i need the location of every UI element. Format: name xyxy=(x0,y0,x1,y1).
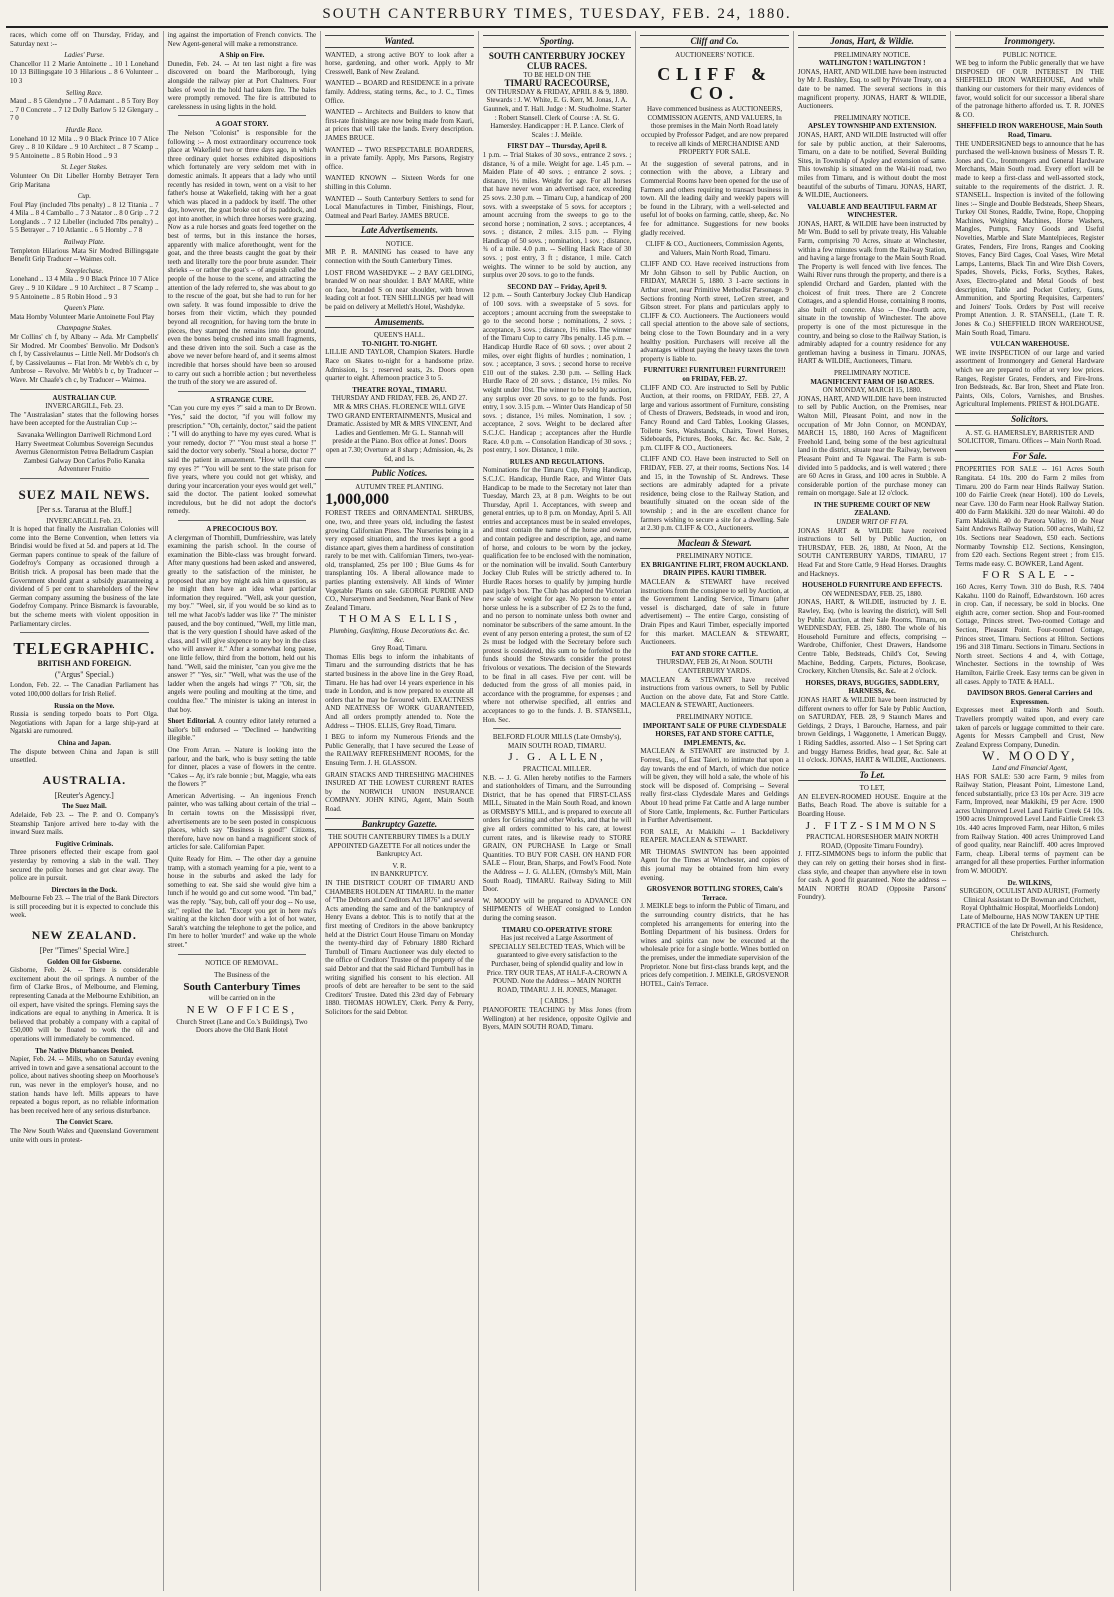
auction-notice: JONAS HART & WILDIE have been instructed by different owners to offer for Sale by Public Auction, on SATURDAY, FEB. 28, 9 Staunch Mares and Geldings, 2 Drays, 1 Barouche, Harness, and pair brown Geldings, 1 Waggonette, 1 American Buggy, 1 Riding Saddles, assorted. Also -- 1 Set Spring cart and buggy Harness Bridles, head gear, &c. Sale at 11 o'clock. JONAS, HART & WILDIE, Auctioneers. xyxy=(797,695,947,765)
article-body: Adelaide, Feb 23. -- The P. and O. Company's Steamship Tanjore arrived here to-day with the inward Suez mails. xyxy=(10,810,159,837)
divider xyxy=(493,728,622,729)
tolet-ad: AN ELEVEN-ROOMED HOUSE. Enquire at the Baths, Beach Road. The above is suitable for a Boarding House. xyxy=(797,792,947,819)
store-ad: J. MEIKLE begs to inform the Public of Timaru, and the surrounding country districts, that he has completed his arrangements for entering into the Bottling Department of his business. Orders for wines and spirits can now be executed at the wholesale price for a single bottle. Wines bottled on the premises, under the immediate supervision of the Proprietor. None but first-class brands kept, and the prices defy competition. J. MEIKLE, GROSVENOR HOTEL, Cain's Terrace. xyxy=(640,902,789,988)
notice-title: PRELIMINARY NOTICE. xyxy=(834,50,911,59)
section-header-wanted: Wanted. xyxy=(325,35,474,48)
news-heading: Directors in the Dock. xyxy=(51,885,118,894)
auction-notice: JONAS, HART, AND WILDIE have been instructed to sell by Public Auction, on the Premises, near Walton Mill, Pleasant Point, and now in the occupation of Mr John Connor, on MONDAY, MARCH 15, 1880, 160 Acres of Magnificent Freehold Land, being some of the best agricultural land in the district, situate near the Railway, between Pleasant Point and Te Ngawai. The Farm is sub-divided into 5 paddocks, and is well watered ; there are 60 Acres in Grass, and 100 acres in Stubble. A considerable portion of the purchase money can remain on mortgage. Sale at 12 o'clock. xyxy=(797,394,947,498)
auction-notice: MACLEAN & STEWART are instructed by J. Forrest, Esq., of East Taieri, to intimate that upon a day towards the end of March, of which due notice will be given, they will hold a sale, the whole of his stock will be disposed of. Comprising -- Several really first-class Clydesdale Mares and Geldings About 10 head prime Fat Cattle and A large number of Store Cattle, Implements, &c. Further Particulars in Further Advertisement. xyxy=(640,747,789,825)
notice-title: NOTICE OF REMOVAL. xyxy=(205,958,279,967)
article-title: A PRECOCIOUS BOY. xyxy=(206,525,278,534)
race-entries: Templeton Hilarious Mata Sir Modred Billingsgate Benefit Grip Traducer -- Waimes colt. xyxy=(10,246,159,264)
news-heading: Golden Oil for Gisborne. xyxy=(47,957,122,966)
advertiser-name: THOMAS ELLIS, xyxy=(339,613,460,626)
section-heading: Hurdle Race. xyxy=(65,125,103,134)
store-title: TIMARU CO-OPERATIVE STORE xyxy=(501,925,613,934)
mill-ad: N.B. -- J. G. Allen hereby notifies to the Farmers and stationholders of Timaru, and the Surrounding District, that he has opened that FIRST-CLASS MILL, Situated in the Main South Road, and known as ORMSBY'S MILL, and is prepared to execute all orders for Gristing and other Works, and that he will give all orders committed to his care, at lowest current rates, and is likewise ready to STORE GRAIN, ON PURCHASE In Large or Small Quantities. TO BUY FOR CASH. ON HAND FOR SALE -- Flour, Bran, Sharps, and Fowl's Food. Note the Address -- J. G. ALLEN, (Ormsby's Mill, Main South Road), TIMARU. Railway Siding to Mill Door. xyxy=(482,773,632,894)
article-body: American Advertising. -- An ingenious French painter, who was talking about certain of the trial -- In certain towns on the Mississippi river, advertisements are to be seen posted in conspicuous places, which say "Business is good!" Citizens, therefore, have now on hand a magnificent stock of articles for sale. Californian Paper. xyxy=(167,791,317,852)
agent-name: W. MOODY, xyxy=(982,748,1078,764)
mill-title: BELFORD FLOUR MILLS (Late Ormsby's), MAIN SOUTH ROAD, TIMARU. xyxy=(492,733,622,750)
article-title: A GOAT STORY. xyxy=(215,120,269,129)
notice-title: AUTUMN TREE PLANTING. xyxy=(355,482,444,491)
notice-title: PRELIMINARY NOTICE. xyxy=(834,368,911,377)
news-heading: The Convict Scare. xyxy=(55,1118,113,1127)
article-body: Quite Ready for Him. -- The other day a genuine tramp, with a stomach yearning for a pie, went to a house in the suburbs and asked the lady for something to eat. She said she would give him a lunch if he would go and cut some wood. "I'm bad," was the reply. "Say, bub, call off your dog -- No use, sir," replied the lad. "Except you get in here ma's waiting at the kitchen door with a lot of hot water, Sarah's watching the telephone to get the police, and I'm here to holler 'murder!' and wake up the whole street." xyxy=(167,855,317,949)
amusement-ad: MR & MRS CHAS. FLORENCE WILL GIVE TWO GRAND ENTERTAINMENTS, Musical and Dramatic. Assisted by MR & MRS VINCENT, And Ladies and Gentlemen. Mr G. L. Stannah will preside at the Piano. Box office at Jones'. Doors open at 7.30; Overture at 8 sharp ; Admission, 4s, 2s 6d, and 1s. xyxy=(326,402,473,463)
dateline: INVERCARGILL Feb. 23. xyxy=(46,516,123,525)
section-header-public: Public Notices. xyxy=(325,467,474,480)
race-entries: Mata Hornby Volunteer Marie Antoinette Foul Play xyxy=(10,312,155,321)
public-notice: WE beg to inform the Public generally that we have DISPOSED OF OUR INTEREST IN THE SHEFFIELD IRON WAREHOUSE, And while thanking our customers for their many evidences of favor, would solicit for our successor a liberal share of the patronage hitherto afforded us. T. R. JONES & CO. xyxy=(955,59,1105,119)
notice-title: PRELIMINARY NOTICE. xyxy=(676,712,753,721)
classified-ad: FOR SALE, At Makikihi -- 1 Backdelivery REAPER. MACLEAN & STEWART. xyxy=(640,827,789,845)
article-body: Napier, Feb. 24. -- Mills, who on Saturday evening arrived in town and gave a sensational account to the police, about natives shooting sheep on Moorhouse's run, was never in the employer's house, and no station hands have left. Mills appears to have repeated a bogus report, as no reliable information has been received here of any serious disturbance. xyxy=(10,1055,159,1115)
section-header-ironmongery: Ironmongery. xyxy=(955,35,1104,48)
tolet-label: TO LET, xyxy=(859,784,885,793)
race-entries: Maud .. 8 5 Glendyne .. 7 0 Adamant .. 8 5 Tory Boy .. 7 0 Concrete .. 7 12 Dolly Barlow 5 12 Glengary .. 7 0 xyxy=(10,97,159,123)
store-title: GROSVENOR BOTTLING STORES, Cain's Terrace. xyxy=(646,885,783,902)
article-body: Dunedin, Feb. 24. -- At ten last night a fire was discovered on board the Marlborough, lying alongside the railway pier at Port Chalmers. Four bales of wool in the hold had taken fire. The bales were promptly removed. The fire is attributed to carelessness in using lights in the hold. xyxy=(167,59,317,111)
sale-title: IN THE SUPREME COURT OF NEW ZEALAND. xyxy=(813,500,931,518)
column-3 xyxy=(321,31,479,1591)
news-heading: Fugitive Criminals. xyxy=(55,839,114,848)
horse-list: Savanaka Wellington Darriwell Richmond Lord Harry Sweetmeat Columbus Sovereign Secundus Avernus Glenormiston Petrea Belladrum Caspian Zambesi Galway Don Carlos Polio Kanaka Adventurer Fruitio xyxy=(15,430,154,474)
sale-title: HORSES, DRAYS, BUGGIES, SADDLERY, HARNESS, &c. xyxy=(805,678,939,696)
column-6 xyxy=(794,31,952,1591)
auction-notice: CLIFF AND CO. Are instructed to Sell by Public Auction, at their rooms, on FRIDAY, FEB. 27, A large and various assortment of Furniture, consisting of Chests of Drawers, Bedsteads, in wood and iron, Fancy Round and Card Tables, Looking Glasses, Toilette Sets, Washstands, Chairs, Towel Horses, Sideboards, Pictures, Books, &c. &c. &c. Sale, 2 p.m. CLIFF & CO., Auctioneers. xyxy=(640,383,789,452)
article-body: The New South Wales and Queensland Government unite with ours in protest- xyxy=(10,1126,159,1144)
column-2 xyxy=(164,31,322,1591)
article-source: [Per s.s. Tararua at the Bluff.] xyxy=(36,504,132,514)
race-entries: Foul Play (included 7lbs penalty) .. 8 12 Titania .. 7 4 Mila .. 8 4 Camballo .. 7 3 Natator .. 8 0 Grip .. 7 2 Longlands .. 7 12 Libeller (included 7lbs penalty) .. 5 5 Betrayer .. 7 10 Atlantic .. 6 5 Hornby .. 7 8 xyxy=(10,200,159,235)
miller-trade: PRACTICAL MILLER. xyxy=(522,764,592,773)
section-heading: Queen's Plate. xyxy=(63,304,105,313)
section-header-bankruptcy: Bankruptcy Gazette. xyxy=(325,818,474,831)
classified-ad: WANTED -- South Canterbury Settlers to send for Local Manufactures in Timber, Finishings, Flour, Oatmeal and Pearl Barley. JAMES BRUCE. xyxy=(325,194,474,220)
section-header-tolet: To Let. xyxy=(798,769,947,782)
section-header-solicitors: Solicitors. xyxy=(955,413,1104,426)
notice-title: PRELIMINARY NOTICE. xyxy=(676,552,753,561)
tree-count: 1,000,000 xyxy=(325,491,390,509)
column-4 xyxy=(479,31,637,1591)
property-list: 160 Acres, Kerry Town. 310 do Bush, R.S. 7404 Kakahu. 1100 do Rainoff, Edwardstown. 160 acres in crop. Can, if necessary, be sold in blocks. One eighth acre, corner section. Shop and Four-roomed Cottage, Princes street. Two-roomed Cottage and Section, Pleasant Point. Four-roomed Cottage, Princes street, Timaru. Sections at Hilton. Sections 196 and 318 Timaru. Sections in Timaru. Sections in North street. Sections 4 and 4, with Cottage, Winchester. Sections in the township of Wes Hamilton, Fairlie Creek. Easy terms can be given in all cases. Apply to TATE & HALL. xyxy=(955,583,1105,686)
article-subtitle: BRITISH AND FOREIGN. xyxy=(37,659,132,669)
auction-notice: JONAS, HART, & WILDIE have been instructed by Mr Wm. Budd to sell by private treaty, His Valuable Farm, comprising 70 Acres, situate at Winchester, within a few minutes walk from the Railway Station, and having a large frontage to the Main South Road. The Property is well fenced with live fences. The Waihi River runs through the property, and there is a splendid Orchard and Garden, planted with the choicest of fruit trees. There are 2 Concrete Cottages, and a splendid House, containing 8 rooms, also built of concrete. Also -- One-fourth acre, situate in the township of Winchester. The above property is one of the most picturesque in the country, and being so close to the Railway Station, is admirably adapted for a country residence for any gentleman having a business in Timaru. JONAS, HART & WILDIE, Auctioneers, Timaru. xyxy=(797,219,947,366)
article-body: The dispute between China and Japan is still unsettled. xyxy=(10,747,159,765)
doctor-ad: SURGEON, OCULIST AND AURIST, (Formerly Clinical Assistant to Dr Bowman and Critchett, Royal Ophthalmic Hospital, Moorfields London) Late of Melbourne, HAS NOW TAKEN UP THE PRACTICE of the late Dr Powell, At his Residence, Christchurch. xyxy=(956,887,1103,939)
notice-title: PUBLIC NOTICE. xyxy=(1002,50,1057,59)
notice-title: AUCTIONEERS' NOTICE. xyxy=(675,50,755,59)
advance-ad: W. MOODY will be prepared to ADVANCE ON SHIPMENTS of WHEAT consigned to London during the coming season. xyxy=(482,896,632,922)
race-day: SECOND DAY -- Friday, April 9. xyxy=(507,282,607,291)
sale-title: FURNITURE! FURNITURE!! FURNITURE!!! on FRIDAY, FEB. 27. xyxy=(643,366,786,383)
divider xyxy=(20,389,149,390)
article-source: ("Argus" Special.) xyxy=(54,669,114,679)
event-dates: ON THURSDAY & FRIDAY, APRIL 8 & 9, 1880. xyxy=(485,87,629,96)
section-header-amusements: Amusements. xyxy=(325,316,474,329)
news-heading: China and Japan. xyxy=(57,738,111,747)
gazette-notice: THE SOUTH CANTERBURY TIMES Is a DULY APPOINTED GAZETTE For all notices under the Bankruptcy Act. xyxy=(328,833,471,859)
notice-text: The Business of the xyxy=(214,971,270,980)
sale-title: APSLEY TOWNSHIP AND EXTENSION. xyxy=(808,122,937,131)
divider xyxy=(178,115,307,116)
article-body: A country editor lately returned a bailor's bill endorsed -- "Declined -- handwriting illegible." xyxy=(167,717,317,743)
article-body: The "Australasian" states that the following horses have been accepted for the Australian Cup :-- xyxy=(10,410,159,428)
notice-title: NOTICE. xyxy=(385,239,414,248)
divider xyxy=(178,954,307,955)
section-heading: Steeplechase. xyxy=(65,266,104,275)
event-title: SOUTH CANTERBURY JOCKEY CLUB RACES. xyxy=(488,50,626,71)
sale-date: ON MONDAY, MARCH 15, 1880. xyxy=(822,386,922,395)
sale-title: MAGNIFICENT FARM OF 160 ACRES. xyxy=(810,377,935,386)
column-7 xyxy=(951,31,1108,1591)
firm-signature: CLIFF & CO., Auctioneers, Commission Agents, and Valuers, Main North Road, Timaru. xyxy=(645,240,784,257)
section-heading: Cup. xyxy=(77,192,91,201)
auction-notice: JONAS, HART, & WILDIE, instructed by J. E. Rawley, Esq. (who is leaving the district), will Sell by Public Auction, at their Sale Rooms, Timaru, on WEDNESDAY, FEB. 25, 1880. The whole of his Household Furniture and effects, comprising -- Wardrobe, Chiffonier, Chest Drawers, Handsome Centre Table, Bedsteads, Child's Cot, Sewing Machine, Bedding, Carpets, Pictures, Bookcase, Crockery, Kitchen Utensils, &c. Sale at 2 o'clock. xyxy=(797,598,947,676)
news-heading: Russia on the Move. xyxy=(54,701,115,710)
cards-heading: [ CARDS. ] xyxy=(540,997,574,1006)
auction-notice: MACLEAN & STEWART have received instructions from various owners, to Sell by Public Auction on the above date, Fat and Store Cattle. MACLEAN & STEWART, Auctioneers. xyxy=(640,675,789,710)
show-dates: THURSDAY AND FRIDAY, FEB. 26, AND 27. xyxy=(331,394,468,403)
show-time: TO-NIGHT. TO-NIGHT. xyxy=(361,339,438,348)
auction-notice: JONAS, HART, AND WILDIE have been instructed by Mr J. Rushley, Esq. to sell by Private Treaty, on a date to be named. The several sections in this magnificent property. JONAS, HART & WILDIE, Auctioneers. xyxy=(797,67,947,111)
article-source: [Reuter's Agency.] xyxy=(54,790,114,800)
article-title: AUSTRALIA. xyxy=(42,772,127,787)
notice-subtitle: UNDER WRIT OF FI FA. xyxy=(836,518,909,527)
classified-ad: WANTED -- BOARD and RESIDENCE in a private family. Address, stating terms, &c., to J. C., Times Office. xyxy=(325,79,474,105)
race-entries: Chancellor 11 2 Marie Antoinette .. 10 1 Lonehand 10 13 Billingsgate 10 3 Hilarious .. 8 6 Volunteer .. 10 3 xyxy=(10,59,159,85)
article-body: The Nelson "Colonist" is responsible for the following :-- A most extraordinary occurrence took place at Wakefield two or three days ago, in which three ordinary quiet horses exhibited dispositions which fortunately are very seldom met with in domestic animals. It appears that a lady who until recently has resided in town, went on a visit to her father's house at Wakefield, taking with her a goat which was placed in a paddock by itself. The other day, however, the goat broke out of its paddock, and got into another, in which three horses were grazing. Now as a rule horses and goats feed together on the best of terms, but in this instance the horses, apparently with malice aforethought, went for the goat, and the three beasts caught the goat by their teeth and literally tore the poor brute asunder. Their shrieks -- or rather the goat's -- of anguish called the people of the house to the scene, and attracting the attention of the lady referred to, she was about to go to the rescue of the goat, but she had to run for her own safety. It was found impossible to drive the horses from their victim, which they pounded beyond all recognition, for having torn the brute in pieces, they stamped the remains into the ground, even the bones being crushed into small fragments, and these driven into the soil. Such a case as the above we never before heard of, and it seems almost incredible that horses should have been so aroused to carry out such a horrible action ; but nevertheless the truth of the story we are assured of. xyxy=(167,128,317,387)
rules-title: RULES AND REGULATIONS. xyxy=(509,457,605,466)
advertiser-address: Grey Road, Timaru. xyxy=(371,644,428,653)
crest-letters: V. R. xyxy=(392,861,407,870)
sale-date: ON WEDNESDAY, FEB. 25, 1880. xyxy=(821,589,923,598)
section-heading: Champagne Stakes. xyxy=(56,324,112,333)
divider xyxy=(20,478,149,479)
article-title: A STRANGE CURE. xyxy=(210,395,274,404)
article-body: It is hoped that finally the Australian Colonies will come into the Berne Convention, when letters via Brindisi would be fixed at 5d. and papers at 1d. The German papers continue to speak of the failure of Godefroy's Company as occasioned through a British trick. A proposal has been made that the Government should grant a subsidy guaranteeing a dividend of 5 per cent to shareholders of the New German company assuming the business of the late Godefroy Company. Prince Bismarck is favourable, but the scheme meets with violent opposition in Parliamentary circles. xyxy=(10,525,159,628)
sale-title: FAT AND STORE CATTLE. xyxy=(671,649,758,658)
auction-notice: MACLEAN & STEWART have received instructions from the consignee to sell by Auction, at the Government Landing Service, Timaru (after vessel is discharged, date of sale in future advertisement) -- The entire Cargo, consisting of Drain Pipes and Kauri Timber, especially imported for this market. MACLEAN & STEWART, Auctioneers. xyxy=(640,578,789,647)
section-heading: St. Leger Stakes. xyxy=(60,163,108,172)
store-ad: WE invite INSPECTION of our large and varied assortment of Ironmongery and General Hardware which we are prepared to offer at very low prices. Ranges, Register Grates, Fenders, and Fire-Irons. Iron Bedsteads, &c. Bar Iron, Sheet and Plate Iron. Paints, Oils, Colors, Varnishes, and Brushes. Agricultural Implements. PRIEST & HOLDGATE. xyxy=(955,348,1105,409)
article-source: [Per "Times" Special Wire.] xyxy=(39,946,129,956)
article-body: ing against the importation of French convicts. The New Agent-general will make a remonstrance. xyxy=(167,31,317,48)
venue-title: THEATRE ROYAL, TIMARU. xyxy=(352,385,447,394)
rules-body: Nominations for the Timaru Cup, Flying Handicap, S.C.J.C. Handicap, Hurdle Race, and Winter Oats Handicap to be made to the Secretary not later than Tuesday, March 23, at 8 p.m. Weights to be out Thursday, April 1. Acceptances, with sweep and general entries, up to 8 p.m. on Monday, April 5. All entries and acceptances must be in sealed envelopes, and must contain the name of the horse and owner, and contain pedigree and description, age, and name of horse, and colours to be worn by the jockey, qualification fee to be enclosed with the nomination, or the nomination will be invalid. South Canterbury Jockey Club Rules will be strictly adhered to. In Hurdle Races horses to qualify by jumping hurdle past judge's box. The Club has adopted the Victorian new scale of weight for age. No person to enter a horse unless he is a subscriber of £2 2s to the fund, and no person to nominate unless both owner and nominator be subscribers of the same amount. In the event of any person entering a protest, the sum of £2 2s must be lodged with the Secretary before such protest is considered, this sum to be forfeited to the funds should the Stewards consider the protest frivolous or vexatious. The decision of the Stewards to be final in all cases. Five per cent. will be deducted from the gross of all monies paid, in accordance with the programme, for expenses ; and where not otherwise specified, all entries and acceptances to go to the funds. J. B. STANSELL, Hon. Sec. xyxy=(482,466,632,724)
trade-ad: I BEG to inform my Numerous Friends and the Public Generally, that I have secured the Lease of the RAILWAY REFRESHMENT ROOMS, for the Ensuing Term. J. H. GLASSON. xyxy=(325,733,474,767)
news-heading: The Suez Mail. xyxy=(61,802,107,811)
advertiser-trade: Plumbing, Gasfitting, House Decorations &c. &c. &c. xyxy=(329,627,470,644)
store-ad: THE UNDERSIGNED begs to announce that he has purchased the well-known business of Messrs T. R. Jones and Co., Ironmongers and General Hardware Merchants, Main South road. Every effort will be made to keep a first-class and well-assorted stock, suitable to the requirements of the district. J. R. STANSELL. Inspection is invited of the following lines :-- Single and Double Bedsteads, Sheep Shears, Turkey Oil Stones, Raddle, Twine, Rope, Chopping Machines, Weighing Machines, Horse Washers, Mangles, Pumps, Fancy Goods and Useful Novelties, Marble and Slate Mantelpieces, Register Grates, Fenders, Fire Irons, Ranges and Cooking Stoves, Fancy Bird Cages, Coal Vases, Wire Metal Lamps, Lanterns, Black Tin and Wire Dish Covers, Spades, Shovels, Picks, Forks, Scythes, Rakes, Axes, Electro-plated and Metal Goods of best description, Table and Pocket Cutlery, Guns, Ammunition, and Sporting Requisites, Carpenters' and Joiners' Tools. Orders by Post will receive Prompt Attention. J. R. STANSELL, (Late T. R. Jones & Co.) SHEFFIELD IRON WAREHOUSE, Main South Road, Timaru. xyxy=(955,139,1105,337)
sale-title: WATLINGTON ! WATLINGTON ! xyxy=(818,59,926,68)
article-body: Russia is sending torpedo boats to Port Olga. Negotiations with Japan for a large ship-yard at Ngatski are rumoured. xyxy=(10,710,159,736)
property-list: PROPERTIES FOR SALE -- 161 Acres South Rangitata. £4 10s. 200 do Farm 2 miles from Timaru. 200 do Farm near Hinds Railway Station. 100 do Fairlie Creek (near Hotel). 100 do Levels, near Cave. 130 do Farm near Hook Railway Station. 400 do Farm Makikihi. 320 do near Waitohi. 40 do Farm Makikihi. 40 do Pareora Valley. 10 do Near Saint Andrews Railway Station. 500 acres, Waihi, £2 10s. Sections near Seadown, £50 each. Sections Normanby Township £12. Sections, Kensington, from £20 each. Sections Regent street ; from £15. Terms made easy. C. BOWKER, Land Agent. xyxy=(955,465,1105,568)
auction-notice: JONAS HART & WILDIE have received instructions to Sell by Public Auction, on THURSDAY, FEB. 26, 1880, At Noon, At the SOUTH CANTERBURY YARDS, TIMARU, 17 Head Fat and Store Cattle, 9 Head Horses. Draughts and Hackneys. xyxy=(797,526,947,578)
intro-text: races, which come off on Thursday, Friday, and Saturday next :-- xyxy=(10,31,159,48)
trade-ad: J. FITZ-SIMMONS begs to inform the public that they can rely on getting their horses shod in first-class style, and cheaper than anywhere else in town for cash. A good fit guaranteed. Note the address -- MAIN NORTH ROAD (Opposite Parsons' Foundry). xyxy=(797,850,947,902)
property-list: HAS FOR SALE: 530 acre Farm, 9 miles from Railway Station, Pleasant Point, Limestone Land, fenced substantially, price £3 10s per Acre. 319 acre Farm, Improved, near Makikihi, £9 per Acre. 1900 acres Unimproved Level Land Fairlie Creek £4 10s. 1900 acres Unimproved Level Land Fairlie Creek £3 10s. 440 acres Improved Farm, near Hilton, 6 miles from Railway Station. 400 acres Unimproved Land of good quality, near Raincliff. 400 acres Improved Farm, cheap. Liberal terms of payment can be arranged for all these properties. Further information from W. MOODY. xyxy=(955,772,1105,876)
article-title: NEW ZEALAND. xyxy=(31,928,137,943)
bankruptcy-notice: IN THE DISTRICT COURT OF TIMARU AND CHAMBERS HOLDEN AT TIMARU. In the matter of "The Debtors and Creditors Act 1876" and several Acts amending the same and of the bankruptcy of Henry Evans a debtor. This is to notify that at the first meeting of Creditors in the above bankruptcy held at the District Court House Timaru on Monday the twenty-third day of February 1880 Richard Turnbull of Timaru Auctioneer was duly elected to the office of Creditors' Trustee of the property of the said Debtor and that the said Richard Turnbull has in writing signified his consent to his election. All proofs of debt are hereafter to be sent to the said Creditors' Trustee. Dated this 23rd day of February 1880. THOMAS HOWLEY, Clerk. Perry & Perry, Solicitors for the said Debtor. xyxy=(325,879,474,1016)
notice-title: IN BANKRUPTCY. xyxy=(370,870,429,879)
masthead: SOUTH CANTERBURY TIMES, TUESDAY, FEB. 24, 1880. xyxy=(6,6,1108,28)
store-ad: Has just received a Large Assortment of SPECIALLY SELECTED TEAS, Which will be guaranteed to give every satisfaction to the Purchaser, being of splendid quality and low in Price. TRY OUR TEAS, AT HALF-A-CROWN A POUND. Note the Address -- MAIN NORTH ROAD, TIMARU. J. H. JONES, Manager. xyxy=(486,934,628,994)
sale-date: THURSDAY, FEB 26, At Noon. SOUTH CANTERBURY YARDS. xyxy=(656,658,773,675)
item-title: Short Editorial. xyxy=(167,717,216,726)
store-title: VULCAN WAREHOUSE. xyxy=(990,340,1070,349)
section-heading: Ladies' Purse. xyxy=(64,51,105,60)
divider xyxy=(20,632,149,633)
article-body: "Can you cure my eyes ?" said a man to Dr Brown. "Yes," said the doctor, "if you will follow my prescription." "Oh, certainly, doctor," said the patient ; "I will do anything to have my eyes cured. What is your remedy, doctor ?" "You must steal a horse !" said the doctor very soberly. "Steal a horse, doctor ?" said the patient in amazement. "How will that cure my eyes ?" "You will be sent to the state prison for five years, where you could not get whisky, and during your incarceration your eyes would get well," said the doctor. The patient looked somewhat incredulous, but he did not adopt the doctor's remedy. xyxy=(167,404,317,516)
news-heading: A Ship on Fire. xyxy=(219,51,265,60)
agent-notice: MR THOMAS SWINTON has been appointed Agent for the Times at Winchester, and copies of this journal may be obtained from him every evening. xyxy=(640,847,789,882)
sale-title: HOUSEHOLD FURNITURE AND EFFECTS. xyxy=(802,581,943,590)
notice-body: MR P. R. MANING has ceased to have any connection with the South Canterbury Times. xyxy=(325,248,474,266)
race-entries: Volunteer On Dit Libeller Hornby Betrayer Tern Grip Maritana xyxy=(10,171,159,189)
section-heading: Railway Plate. xyxy=(63,238,105,247)
amusement-ad: LILLIE AND TAYLOR, Champion Skaters. Hurdle Race on Skates to-night for a handsome prize. Admission, 1s ; reserved seats, 2s. Doors open quarter to eight. Afternoon practice 3 to 5. xyxy=(325,348,474,383)
firm-body: At the suggestion of several patrons, and in connection with the above, a Library and Commercial Rooms have been opened for the use of Farmers and others requiring to transact business in town. All the leading daily and weekly papers will be found in the Library, with a well-selected and useful lot of books on farming, cattle, sheep, &c. No fee for admittance. Suggestions for new books gladly received. xyxy=(640,159,789,237)
race-entries: Mr Collins' ch f, by Albany -- Ada. Mr Campbells' Sir Modred. Mr Coombes' Benvolio. Mr Dodson's ch f, by Cassivelaunus -- Little Nell. Mr Dodson's ch f, by Cassivelaunus -- Flat Iron. Mr Webb's ch c, by Ambrose -- Revolve. Mr Webb's b c, by Traducer -- Wave. Mr Chaafe's ch c, by Traducer -- Waimea. xyxy=(10,333,159,384)
venue-title: QUEEN'S HALL. xyxy=(373,331,425,340)
article-title: SUEZ MAIL NEWS. xyxy=(18,486,151,502)
trade-ad: Thomas Ellis begs to inform the inhabitants of Timaru and the surrounding districts that he has started business in the above line in the Grey Road, Timaru. He has had over 14 years experience in his trade in London, and is now prepared to execute all orders that he may be favoured with. EXACTNESS AND NEATNESS OF WORK GUARANTEED, And all orders promptly attended to. Note the Address -- THOS. ELLIS, Grey Road, Timaru. xyxy=(325,652,474,730)
store-title: SHEFFIELD IRON WAREHOUSE, Main South Road, Timaru. xyxy=(956,122,1103,139)
classified-ad: WANTED, a strong active BOY to look after a horse, gardening, and other work. Apply to Mr Cresswell, Bank of New Zealand. xyxy=(325,50,474,76)
article-body: London, Feb. 22. -- The Canadian Parliament has voted 100,000 dollars for Irish Relief. xyxy=(10,681,159,698)
firm-intro: Have commenced business as AUCTIONEERS, COMMISSION AGENTS, AND VALUERS, In those premises in the Main North Road lately occupied by Professor Padget, and are now prepared to receive all kinds of MERCHANDISE AND PROPERTY FOR SALE. xyxy=(641,105,789,157)
solicitor-card: A. ST. G. HAMERSLEY, BARRISTER AND SOLICITOR, Timaru. Offices -- Main North Road. xyxy=(958,428,1102,446)
paper-name: South Canterbury Times xyxy=(183,980,301,993)
sale-title: IMPORTANT SALE OF PURE CLYDESDALE HORSES, FAT AND STORE CATTLE, IMPLEMENTS, &c. xyxy=(642,721,787,747)
news-heading: The Native Disturbances Denied. xyxy=(35,1046,134,1055)
insurance-ad: GRAIN STACKS AND THRESHING MACHINES INSURED AT THE LOWEST CURRENT RATES by the NORWICH UNION INSURANCE COMPANY. JOHN KING, Agent, Main South Road. xyxy=(325,770,474,813)
divider xyxy=(178,520,307,521)
doctor-name: Dr. WILKINS, xyxy=(1007,878,1052,887)
dateline: INVERCARGILL, Feb. 23. xyxy=(45,402,124,411)
race-program: 12 p.m. -- South Canterbury Jockey Club Handicap of 100 sovs. with a sweepstake of 5 sovs. for acceptors ; amount accruing from the sweepstake to go to the second horse ; nominations, 2 sovs. ; acceptance, 3 sovs. ; distance, 1½ miles. The winner of the Timaru Cup to carry 7lbs penalty. 1.45 p.m. -- Handicap Hurdle Race of 60 sovs. ; over about 2 miles, over eight flights of hurdles ; nomination, 1 sov. ; acceptance, 3 sovs. ; second horse to receive £10 out of the stakes. 2.30 p.m. -- Selling Hack Hurdle Race of 20 sovs. ; distance, 1½ miles. No weight under 10st. The winner to be sold by auction, any surplus over 20 sovs. to go to the funds. Post entry, 1 sov. 3.15 p.m. -- Winter Oats Handicap of 50 sovs. ; distance, 1½ miles. Nomination, 1 sov. ; acceptance, 2 sovs. Weight to be declared after S.C.J.C. Handicap ; acceptances after the Hurdle Race. 4.0 p.m. -- Consolation Handicap of 30 sovs. ; post entry, 1 sov. Distance, 1 mile. xyxy=(482,291,632,455)
event-venue: TIMARU RACECOURSE, xyxy=(504,78,610,89)
race-entries: Lonehand .. 13 4 Mila .. 9 0 Black Prince 10 7 Alice Grey .. 9 10 Kildare .. 9 10 Architect .. 8 7 Scamp .. 9 5 Antoinette .. 8 5 Robin Hood .. 9 3 xyxy=(10,275,159,301)
classified-ad: WANTED KNOWN -- Sixteen Words for one shilling in this Column. xyxy=(325,174,474,191)
firm-name: CLIFF & CO. xyxy=(657,64,773,104)
article-title: AUSTRALIAN CUP. xyxy=(52,393,117,402)
offices-label: NEW OFFICES, xyxy=(186,1003,298,1016)
nursery-ad: FOREST TREES and ORNAMENTAL SHRUBS, one, two, and three years old, including the fastest growing Californian Pines. The Nurseries being in a very exposed situation, and the trees kept a good distance apart, gives them a hardiness of constitution rarely to be met with. Californian Timers, two-year-old, transplanted, 25s per 100 ; Blue Gums 4s for transplanting 10s. A liberal allowance made to parties planting extensively. All kinds of Winter Vegetable Plants on sale. GEORGE PURDIE AND CO., Nurserymen and Seedsmen, Near Bank of New Zealand Timaru. xyxy=(325,509,474,612)
agent-trade: Land and Financial Agent, xyxy=(992,763,1068,772)
event-text: TO BE HELD ON THE xyxy=(523,70,591,79)
notice-address: Church Street (Lane and Co.'s Buildings), Two Doors above the Old Bank Hotel xyxy=(176,1017,308,1035)
race-day: FIRST DAY -- Thursday, April 8. xyxy=(507,142,607,151)
sale-heading: FOR SALE -- xyxy=(982,569,1078,582)
notice-text: will be carried on in the xyxy=(208,994,276,1003)
classified-ad: WANTED -- Architects and Builders to know that first-rate finishings are now being made from Kauri, at prices that will take the lands. Every description. JAMES BRUCE. xyxy=(325,108,474,142)
article-body: One From Arran. -- Nature is looking into the parlour, and the bark, who is busy setting the table for dinner, places a vase of flowers in the centre. "Cakes -- Ay, it's rale bonnie ; but, Maggie, wha eats the flowers ?" xyxy=(167,745,317,789)
article-body: Gisborne, Feb. 24. -- There is considerable excitement about the oil springs. A number of the firm of Clarke Bros., of Melbourne, and Fleming, representing Canada at the Melbourne Exhibition, an oil expert, have visited the springs. Fleming says the indications are equal to anything in America. It is believed that probably a company with a capital of £50,000 will be floated to work the oil and operations will immediately be commenced. xyxy=(10,966,159,1043)
carrier-ad: Expresses meet all trains North and South. Travellers promptly waited upon, and every care taken of parcels or luggage committed to their care. Agents for Messrs Campbell and Crust, New Zealand Express Company, Dunedin. xyxy=(955,706,1105,749)
section-header-cliff: Cliff and Co. xyxy=(640,35,789,48)
article-title: TELEGRAPHIC. xyxy=(13,639,156,659)
auction-notice: JONAS, HART, AND WILDIE Instructed will offer for sale by public auction, at their Salerooms, Timaru, on a date to be notified, Several Building Sites, in Township of Apsley and extension of same. This township is situated on the Wai-iti road, two miles from Timaru, and is without doubt the most beautiful of the suburbs of Timaru. JONAS, HART, & WILDIE, Auctioneers. xyxy=(797,130,947,200)
piano-ad: PIANOFORTE TEACHING by Miss Jones (from Wellington) at her residence, opposite Ogilvie and Byers, MAIN SOUTH ROAD, Timaru. xyxy=(482,1005,632,1032)
lost-ad: LOST FROM WASHDYKE -- 2 BAY GELDING, branded W on near shoulder. 1 BAY MARE, white on face, branded S on near shoulder, with brown leading colt at foot. TEN SHILLINGS per head will be paid on delivery at Melleth's Hotel, Washdyke. xyxy=(325,268,474,312)
column-1 xyxy=(6,31,164,1591)
column-5 xyxy=(636,31,794,1591)
miller-name: J. G. ALLEN, xyxy=(508,751,606,764)
section-header-forsale: For Sale. xyxy=(955,450,1104,463)
divider xyxy=(178,391,307,392)
advertiser-trade: PRACTICAL HORSESHOER MAIN NORTH ROAD, (Opposite Timaru Foundry). xyxy=(806,833,939,850)
section-header-jonas: Jonas, Hart, & Wildie. xyxy=(798,35,947,48)
article-body: A clergyman of Thornhill, Dumfriesshire, was lately examining the parish school. In the course of examination the Bible-class was brought forward. After many questions had been asked and answered, greatly to the satisfaction of the minister, he proposed that any boy might ask him a question, as he might then have an idea what particular information they required. "Well, ask your question, my boy." "Weel, sir, if you would be so kind as to tell me what Jacob's ladder was like ?" The minister paused, and the boy continued, "Well, my little man, that is the very question I should have asked of the class, and I will give sixpence to any boy in the class who will answer it." After a somewhat long pause, one little fellow, third from the bottom, held out his hand. "Well, said the minister, "can you give me the answer ?" "Yes, sir." "Well, what was the use of the ladder when the angels had wings ?" "Oh, sir, the angels were pouling and moulting at the time, and couldna flee." The minister is taking an interest in that boy. xyxy=(167,533,317,714)
section-header-sporting: Sporting. xyxy=(483,35,632,48)
article-body: Melbourne Feb 23. -- The trial of the Bank Directors is still proceeding but it is expected to conclude this week. xyxy=(10,894,159,920)
officials-list: Stewards : J. W. White, E. G. Kerr, M. Jonas, J. A. Gaunnek, and T. Hall. Judge : M. Studholme. Starter : Robert Stansell. Clerk of Course : A. St. G. Hamersley. Handicapper : H. P. Lance. Clerk of Scales : J. Meikle. xyxy=(483,96,631,139)
section-heading: Selling Race. xyxy=(65,88,103,97)
auction-notice: CLIFF AND CO. Have received instructions from Mr John Gibson to sell by Public Auction, on FRIDAY, MARCH 5, 1880. 3 1-acre sections in Arthur street, near Primitive Methodist Parsonage. 9 Sections fronting North street, LeCren street, and Gibson street. For plans and particulars apply to CLIFF & CO. Auctioneers. The Auctioneers would call special attention to the above sale of sections, being close to the Town Boundary and in a very healthy position. Purchasers will receive all the advantages without paying the heavy taxes the town property is liable to. xyxy=(640,260,789,363)
sale-title: VALUABLE AND BEAUTIFUL FARM AT WINCHESTER. xyxy=(807,202,937,220)
article-body: Three prisoners effected their escape from gaol yesterday by removing a slab in the wall. They secured the police horses and got clear away. The police are in pursuit. xyxy=(10,848,159,883)
classified-ad: WANTED -- TWO RESPECTABLE BOARDERS, in a private family. Apply, Mrs Parsons, Registry office. xyxy=(325,145,474,171)
section-header-late: Late Advertisements. xyxy=(325,224,474,237)
race-program: 1 p.m. -- Trial Stakes of 30 sovs., entrance 2 sovs. ; distance, ¾ of a mile. Weight for age. 1.45 p.m. -- Maiden Plate of 40 sovs. ; entrance 2 sovs. ; distance, 1½ miles. Weight for age. For all horses that have never won an advertised race, exceeding 25 sovs. 2.30 p.m. -- Timaru Cup, a handicap of 200 sovs. with a sweepstake of 5 sovs. for acceptors ; amount accruing from the sweeps to go to the second horse ; nomination, 2 sovs. ; acceptances, 4 sovs. ; distance, 2 miles. 3.15 p.m. -- Flying Handicap of 50 sovs. ; nomination, 1 sov. ; distance, ¾ of a mile. 4.0 p.m. -- Selling Hack Race of 30 sovs. ; post entry, 3 ft ; distance, 1 mile. Catch weights. The winner to be sold by auction, any surplus over 20 sovs. to go to the funds. xyxy=(482,150,632,280)
race-entries: Lonehand 10 12 Mila .. 9 0 Black Prince 10 7 Alice Grey .. 8 10 Kildare .. 9 10 Architect .. 8 7 Scamp .. 9 5 Antoinette .. 8 5 Robin Hood .. 9 3 xyxy=(10,134,159,160)
sale-title: EX BRIGANTINE FLIRT, FROM AUCKLAND. DRAIN PIPES. KAURI TIMBER. xyxy=(640,560,789,578)
firm-title: DAVIDSON BROS. General Carriers and Expressmen. xyxy=(967,689,1093,706)
auction-notice: CLIFF AND CO. Have been instructed to Sell on FRIDAY, FEB. 27, at their rooms, Sections Nos. 14 and 15, in the Township of St. Andrews. These sections are admirably adapted for a private residence, being close to the Railway Station, and beautifully situated on the ocean side of the township ; and in the are excellent chance for farmers wishing to secure a site for a dwelling. Sale at 2.30 p.m. CLIFF & CO., Auctioneers. xyxy=(640,455,789,533)
section-header-maclean: Maclean & Stewart. xyxy=(640,537,789,550)
notice-title: PRELIMINARY NOTICE. xyxy=(834,113,911,122)
columns xyxy=(6,31,1108,1591)
advertiser-name: J. FITZ-SIMMONS xyxy=(805,819,939,832)
